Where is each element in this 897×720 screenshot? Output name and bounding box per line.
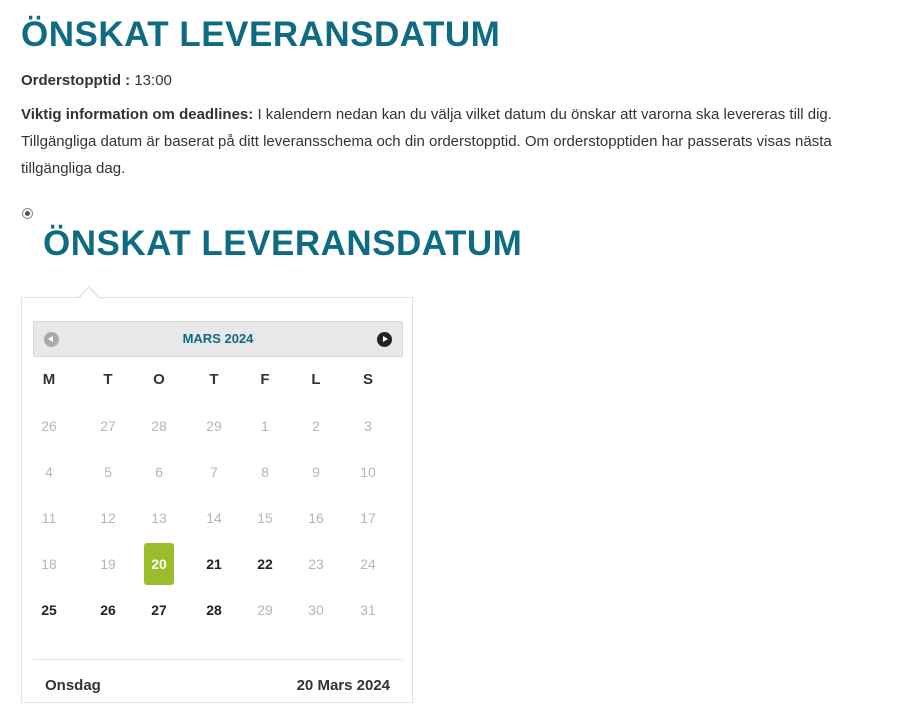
calendar-day[interactable]: 27 [151,602,167,618]
calendar-day: 31 [360,602,376,618]
calendar-day: 12 [100,510,116,526]
calendar-day: 1 [261,418,269,434]
calendar-day[interactable]: 28 [206,602,222,618]
calendar-day: 6 [155,464,163,480]
calendar-day: 9 [312,464,320,480]
selected-weekday: Onsdag [45,677,101,694]
calendar-day: 23 [308,556,324,572]
page-title: ÖNSKAT LEVERANSDATUM [21,15,501,54]
calendar-pointer-inner [80,288,98,298]
calendar-day: 24 [360,556,376,572]
calendar-day[interactable]: 21 [206,556,222,572]
calendar-day: 8 [261,464,269,480]
selected-date: 20 Mars 2024 [296,677,390,694]
calendar-day: 4 [45,464,53,480]
calendar-day: 11 [41,510,57,526]
delivery-date-option-title: ÖNSKAT LEVERANSDATUM [43,224,523,263]
calendar-divider [33,659,403,660]
weekday-label: O [153,371,165,388]
calendar-day: 29 [257,602,273,618]
calendar-day: 28 [151,418,167,434]
calendar-day: 7 [210,464,218,480]
weekday-label: T [103,371,113,388]
calendar-day: 27 [100,418,116,434]
calendar-day: 13 [151,510,167,526]
calendar-day: 2 [312,418,320,434]
calendar-day: 15 [257,510,273,526]
calendar-day: 19 [100,556,116,572]
calendar-day: 14 [206,510,222,526]
order-cutoff [21,72,172,89]
calendar-day: 29 [206,418,222,434]
calendar-day-selected[interactable]: 20 [144,543,174,585]
calendar-month-label: MARS 2024 [182,331,254,346]
weekday-label: M [42,371,56,388]
calendar-day[interactable]: 22 [257,556,273,572]
calendar-day: 10 [360,464,376,480]
deadline-info [21,101,881,182]
calendar-day: 30 [308,602,324,618]
order-cutoff-value: 13:00 [134,72,172,89]
calendar-day: 18 [41,556,57,572]
calendar-day: 3 [364,418,372,434]
weekday-label: S [362,371,373,388]
calendar-day: 17 [360,510,376,526]
calendar-day: 26 [41,418,57,434]
weekday-label: F [260,371,270,388]
delivery-date-radio[interactable] [22,208,33,219]
calendar-day: 16 [308,510,324,526]
calendar-days [22,298,414,638]
deadline-info-text: I kalendern nedan kan du välja vilket datum du önskar att varorna ska levereras till dig. Tillgängliga datum är baserat på ditt leveransschema och din orderstopptid. Om orderstopptiden har passerats visas nästa tillgängliga dag. [21,106,832,177]
calendar-day[interactable]: 26 [100,602,116,618]
deadline-info-label: Viktig information om deadlines: [21,106,254,123]
calendar-day: 5 [104,464,112,480]
weekday-label: T [209,371,219,388]
datepicker [21,297,413,703]
calendar-day[interactable]: 25 [41,602,57,618]
weekday-label: L [311,371,321,388]
order-cutoff-label: Orderstopptid : [21,72,131,89]
